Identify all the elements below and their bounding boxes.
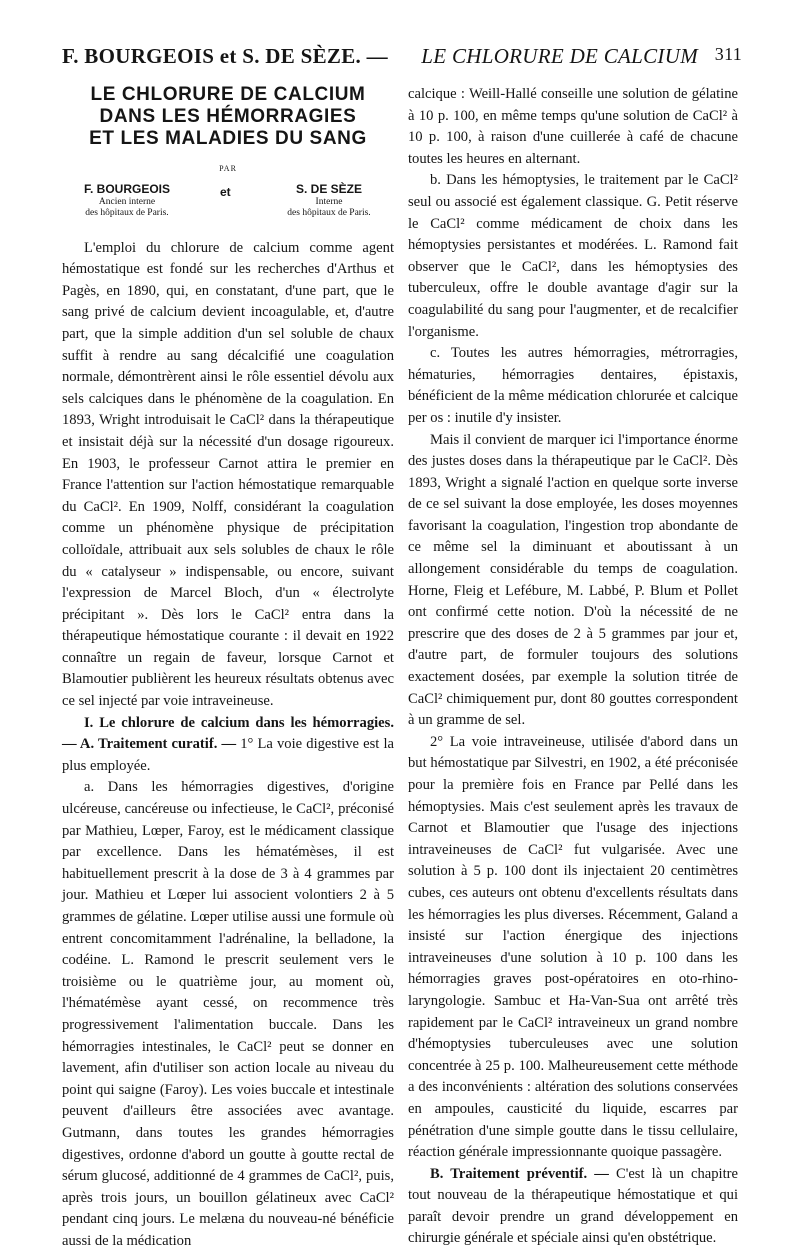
title-line-2: DANS LES HÉMORRAGIES	[99, 106, 357, 127]
right-column	[408, 84, 738, 1250]
paragraph-intro: L'emploi du chlorure de calcium comme agent hémostatique est fondé sur les recherches d'Arthus et Pagès, en 1890, qui, en constatant, d'une part, que le sang privé de calcium devient incoagulable, et, d'autre part, que la simple addition d'un sel soluble de chaux suffit à rendre au sang décalcifié une coagulation normale, démontrèrent ainsi le rôle essentiel dévolu aux sels calciques dans le phénomène de la coagulation. En 1893, Wright introduisait le CaCl² dans la thérapeutique et insistait déjà sur la nécessité d'un dosage rigoureux. En 1903, le professeur Carnot attira le premier en France l'attention sur l'action hémostatique remarquable du CaCl². En 1909, Nolff, considérant la coagulation comme un phénomène physique de précipitation colloïdale, attribuait aux sels solubles de chaux le rôle du « catalyseur » indispensable, ou encore, suivant l'expression de Marcel Bloch, d'un « électrolyte précipitant ». Dès lors le CaCl² entra dans la thérapeutique hémostatique courante : il devait en 1922 connaître un regain de faveur, lorsque Carnot et Blamoutier publièrent les heureux résultats obtenus avec ce sel injecté par voie intraveineuse.	[62, 239, 394, 710]
paragraph-hemoptysis: b. Dans les hémoptysies, le traitement par le CaCl² seul ou associé est également classique. G. Petit réserve le CaCl² comme médicament de choix dans les hémoptysies persistantes et modérées. L. Ramond fait observer que le CaCl², dans les hémoptysies des tuberculeux, offre le double avantage d'agir sur la coagulabilité du sang pour l'augmenter, et de recalcifier l'organisme.	[408, 172, 738, 340]
paragraph-other-hemorrhages: c. Toutes les autres hémorragies, métrorragies, hématuries, hémorragies dentaires, épistaxis, bénéficient de la même médication chlorurée et calcique per os : inutile d'y insister.	[408, 345, 738, 426]
running-header	[62, 44, 742, 74]
authors-block	[62, 182, 394, 222]
section-b-text: C'est là un chapitre tout nouveau de la thérapeutique hémostatique et qui paraît devoir prendre un grand développement en chirurgie générale et spéciale ainsi qu'en obstétrique.	[408, 1165, 738, 1247]
article-title	[62, 84, 394, 150]
paragraph-intravenous: 2° La voie intraveineuse, utilisée d'abord dans un but hémostatique par Silvestri, en 1902, a été préconisée pour la première fois en France par Pellé dans les hémoptysies. Mais c'est seulement après les travaux de Carnot et Blamoutier que l'usage des injections intraveineuses de CaCl² fut vulgarisée. Avec une solution à 5 p. 100 dont ils injectaient 20 centimètres cubes, ces auteurs ont obtenu d'excellents résultats dans les hémorragies les plus diverses. Récemment, Galand a insisté sur l'action énergique des injections intraveineuses d'une solution à 10 p. 100 dans les hémorragies graves post-opératoires en oto-rhino-laryngologie. Sambuc et Ha-Van-Sua ont arrêté très rapidement par le CaCl² intraveineux un grand nombre d'hémoptysies tuberculeuses avec une solution concentrée à 25 p. 100. Malheureusement cette méthode a des inconvénients : altération des solutions conservées en ampoules, causticité du liquide, escarres par pénétration d'une simple goutte dans le tissu cellulaire, réaction générale impressionnante quoique passagère.	[408, 733, 738, 1161]
author-2-affiliation-1: Interne	[315, 196, 343, 207]
section-1-text: 1° La voie digestive est la plus employée.	[62, 736, 394, 774]
title-line-3: ET LES MALADIES DU SANG	[89, 128, 367, 149]
author-2	[264, 182, 394, 219]
paragraph-doses: Mais il convient de marquer ici l'importance énorme des justes doses dans la thérapeutique par le CaCl². Dès 1893, Wright a signalé l'action en quelque sorte inverse de ce sel suivant la dose employée, les doses moyennes favorisant la coagulation, l'ingestion trop abondante de ce même sel la diminuant et aboutissant à un allongement considérable du temps de coagulation. Horne, Fleig et Lefébure, M. Labbé, P. Blum et Pollet ont confirmé cette notion. D'où la nécessité de ne prescrire que des doses de 2 à 5 grammes par jour et, d'autre part, de formuler toujours des solutions exactement dosées, par exemple la solution titrée de CaCl² chimiquement pur, dont 80 gouttes correspondent à un gramme de sel.	[408, 431, 738, 729]
left-column	[62, 84, 394, 1253]
running-header-title: LE CHLORURE DE CALCIUM	[421, 44, 698, 68]
running-header-authors: F. BOURGEOIS et S. DE SÈZE. —	[62, 44, 388, 68]
author-1-name: F. BOURGEOIS	[83, 181, 170, 196]
section-b-paragraph	[408, 1164, 738, 1250]
page-number: 311	[714, 44, 742, 64]
title-line-1: LE CHLORURE DE CALCIUM	[90, 84, 366, 105]
author-2-affiliation-2: des hôpitaux de Paris.	[287, 207, 371, 218]
paragraph-digestive: a. Dans les hémorragies digestives, d'origine ulcéreuse, cancéreuse ou infectieuse, le CaCl², préconisé par Mathieu, Lœper, Faroy, est le médicament classique par excellence. Dans les hématémèses, il est habituellement prescrit à la dose de 3 à 4 grammes par jour. Mathieu et Lœper lui associent volontiers 2 à 5 grammes de gélatine. Lœper utilise aussi une formule où entrent concomitamment l'adrénaline, la belladone, la codéine. L. Ramond le prescrit seulement vers le troisième ou le quatrième jour, au moment où, l'hématémèse ayant cessé, on recommence très progressivement l'alimentation buccale. Dans les hémorragies intestinales, le CaCl² peut se donner en lavement, afin d'utiliser son action locale au niveau du point qui saigne (Faroy). Les voies buccale et intestinale peuvent d'ailleurs être associées avec avantage. Gutmann, dans toutes les grandes hémorragies digestives, ordonne d'abord un goutte à goutte rectal de sérum glucosé, additionné de 4 grammes de CaCl², puis, après trois jours, un bouillon gélatineux avec CaCl² pendant cinq jours. Le melæna du nouveau-né bénéficie aussi de la médication	[62, 779, 394, 1249]
paragraph-digestive-continued: calcique : Weill-Hallé conseille une solution de gélatine à 10 p. 100, en même temps qu'une solution de CaCl² à 10 p. 100, à raison d'une cuillerée à café de chacune toutes les heures en alternant.	[408, 86, 738, 167]
section-b-heading: B. Traitement préventif. —	[430, 1165, 609, 1182]
section-1-intro	[62, 713, 394, 778]
section-1-heading: I. Le chlorure de calcium dans les hémorragies. — A. Traitement curatif. —	[62, 714, 394, 753]
authors-conjunction: et	[220, 184, 231, 199]
author-1	[62, 182, 192, 219]
author-1-affiliation-2: des hôpitaux de Paris.	[85, 207, 169, 218]
author-2-name: S. DE SÈZE	[295, 181, 363, 196]
author-1-affiliation-1: Ancien interne	[98, 196, 156, 207]
byline-par: PAR	[219, 164, 237, 173]
